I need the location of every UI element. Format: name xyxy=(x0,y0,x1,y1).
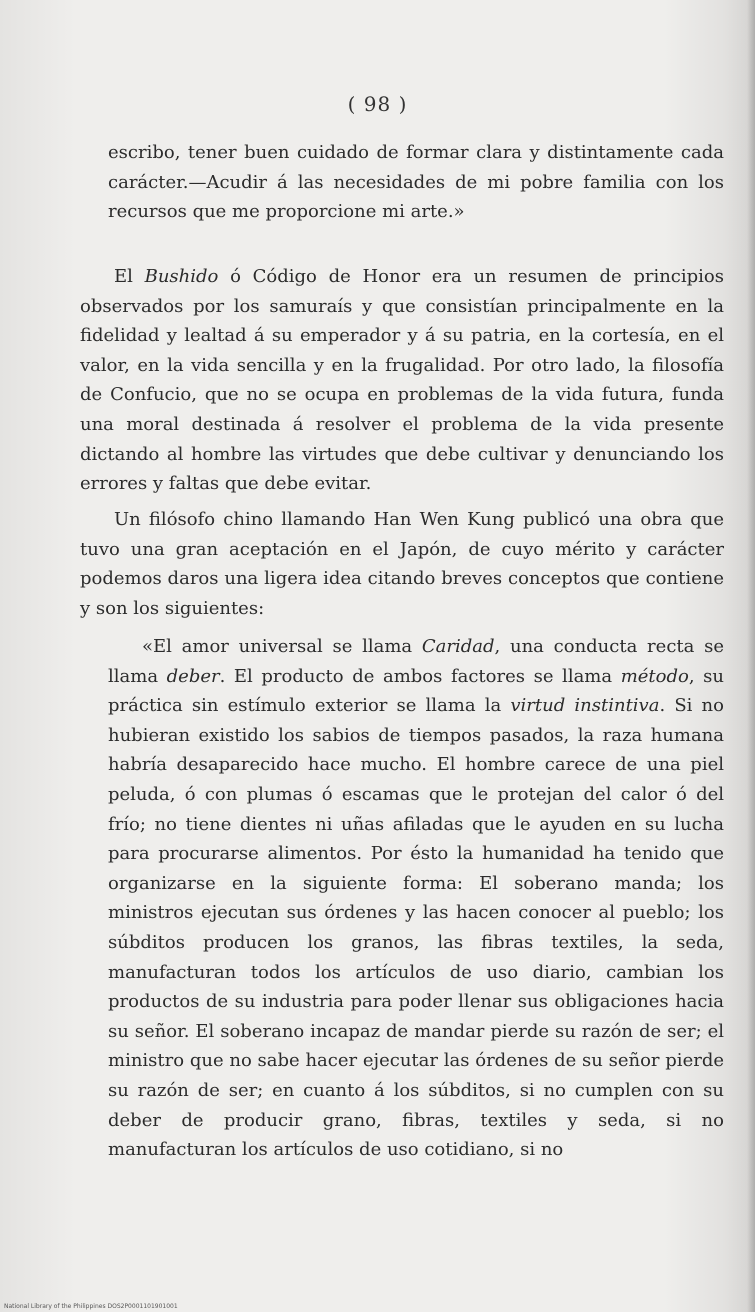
paragraph-3-text: Un filósofo chino llamando Han Wen Kung publicó una obra que tuvo una gran aceptación en el Japón, de cuyo mérito y carácter podemos daros una ligera idea citando breves conceptos que contiene y son los siguientes: xyxy=(80,509,724,619)
quote-part-5: . Si no hubieran existido los sabios de tiempos pasados, la raza humana habría desaparecido hace mucho. El hombre carece de una piel peluda, ó con plumas ó escamas que le protejan del calor ó del frío; no tiene dientes ni uñas afiladas que le ayuden en su lucha para procurarse alimentos. Por ésto la humanidad ha tenido que organizarse en la siguiente forma: El soberano manda; los ministros ejecutan sus órdenes y las hacen conocer al pueblo; los súbditos producen los granos, las fibras textiles, la seda, manufacturan todos los artículos de uso diario, cambian los productos de su industria para poder llenar sus obligaciones hacia su señor. El soberano incapaz de mandar pierde su razón de ser; el ministro que no sabe hacer ejecutar las órdenes de su señor pierde su razón de ser; en cuanto á los súbditos, si no cumplen con su deber de producir grano, fibras, textiles y seda, si no manufacturan los artículos de uso cotidiano, si no xyxy=(108,695,724,1161)
paragraph-2 xyxy=(80,262,724,499)
paragraph-2-rest: ó Código de Honor era un resumen de principios observados por los samuraís y que consistían principalmente en la fidelidad y lealtad á su emperador y á su patria, en la cortesía, en el valor, en la vida sencilla y en la frugalidad. Por otro lado, la filosofía de Confucio, que no se ocupa en problemas de la vida futura, funda una moral destinada á resolver el problema de la vida presente dictando al hombre las virtudes que debe cultivar y denunciando los errores y faltas que debe evitar. xyxy=(80,266,724,495)
paragraph-2-start: El xyxy=(114,266,145,287)
page-number: ( 98 ) xyxy=(347,92,408,116)
quote-part-4: , su práctica sin estímulo exterior se llama la xyxy=(108,665,724,717)
quote-part-2: , una conducta recta se llama xyxy=(108,636,724,687)
library-credit: National Library of the Philippines DOS2P0001101901001 xyxy=(4,1303,178,1310)
quote-part-3: . El producto de ambos factores se llama xyxy=(219,665,621,687)
quotation-text xyxy=(108,632,724,1165)
paragraph-1-text: escribo, tener buen cuidado de formar clara y distintamente cada carácter.—Acudir á las necesidades de mi pobre familia con los recursos que me proporcione mi arte.» xyxy=(108,142,724,223)
term-bushido: Bushido xyxy=(144,266,219,287)
quote-part-1: «El amor universal se llama xyxy=(142,636,422,657)
paragraph-1 xyxy=(108,138,724,227)
paragraph-3 xyxy=(80,505,724,623)
term-deber: deber xyxy=(166,665,220,687)
page-edge-shadow xyxy=(747,0,755,1312)
term-caridad: Caridad xyxy=(421,636,495,657)
paragraph-2-text xyxy=(80,262,724,499)
quotation-block xyxy=(108,632,724,1165)
term-virtud-instintiva: virtud instintiva xyxy=(510,695,660,717)
term-metodo: método xyxy=(620,665,689,687)
